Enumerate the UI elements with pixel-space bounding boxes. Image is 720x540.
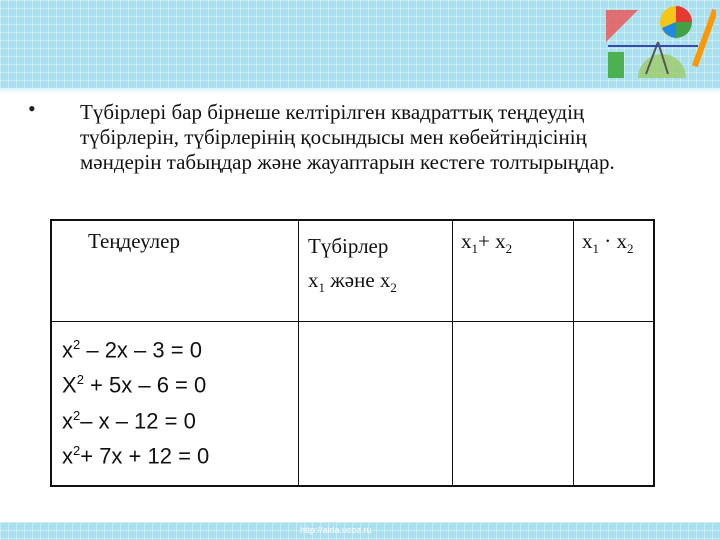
product-answer-cell[interactable] [574,322,655,487]
equations-table [50,219,655,487]
table-row [51,322,654,487]
equation-1: $х^2 - 2х - 3 = 0$ [62,337,202,363]
header-product: $х_1 \cdot х_2$ [574,220,655,322]
sum-answer-cell[interactable] [453,322,574,487]
roots-answer-cell[interactable] [299,322,453,487]
header-equations: Теңдеулер [51,220,299,322]
header-sum: $х_1+ х_2$ [453,220,574,322]
equation-2: $Х^2 + 5х - 6 = 0$ [62,372,207,398]
equations-cell [51,322,299,487]
school-supplies-icon [598,2,716,86]
footer-url: http://aida.ucoz.ru [300,525,372,535]
equation-3: $х^2-$ х – 12 = 0 [62,407,196,433]
equation-4: $х^2+ 7х + 12 = 0$ [62,442,210,469]
task-paragraph: Түбірлері бар бірнеше келтірілген квадраттық теңдеудің түбірлерін, түбірлерінің қосындысы мен көбейтіндісінің мәндерін табыңдар және жауаптарын кестеге толтырыңдар. [80,100,615,174]
header-roots: Түбірлер $х_1$ және $х_2$ [299,220,453,322]
table-header-row [51,220,654,322]
bullet-icon: • [28,96,36,121]
banner-edge [0,88,720,94]
